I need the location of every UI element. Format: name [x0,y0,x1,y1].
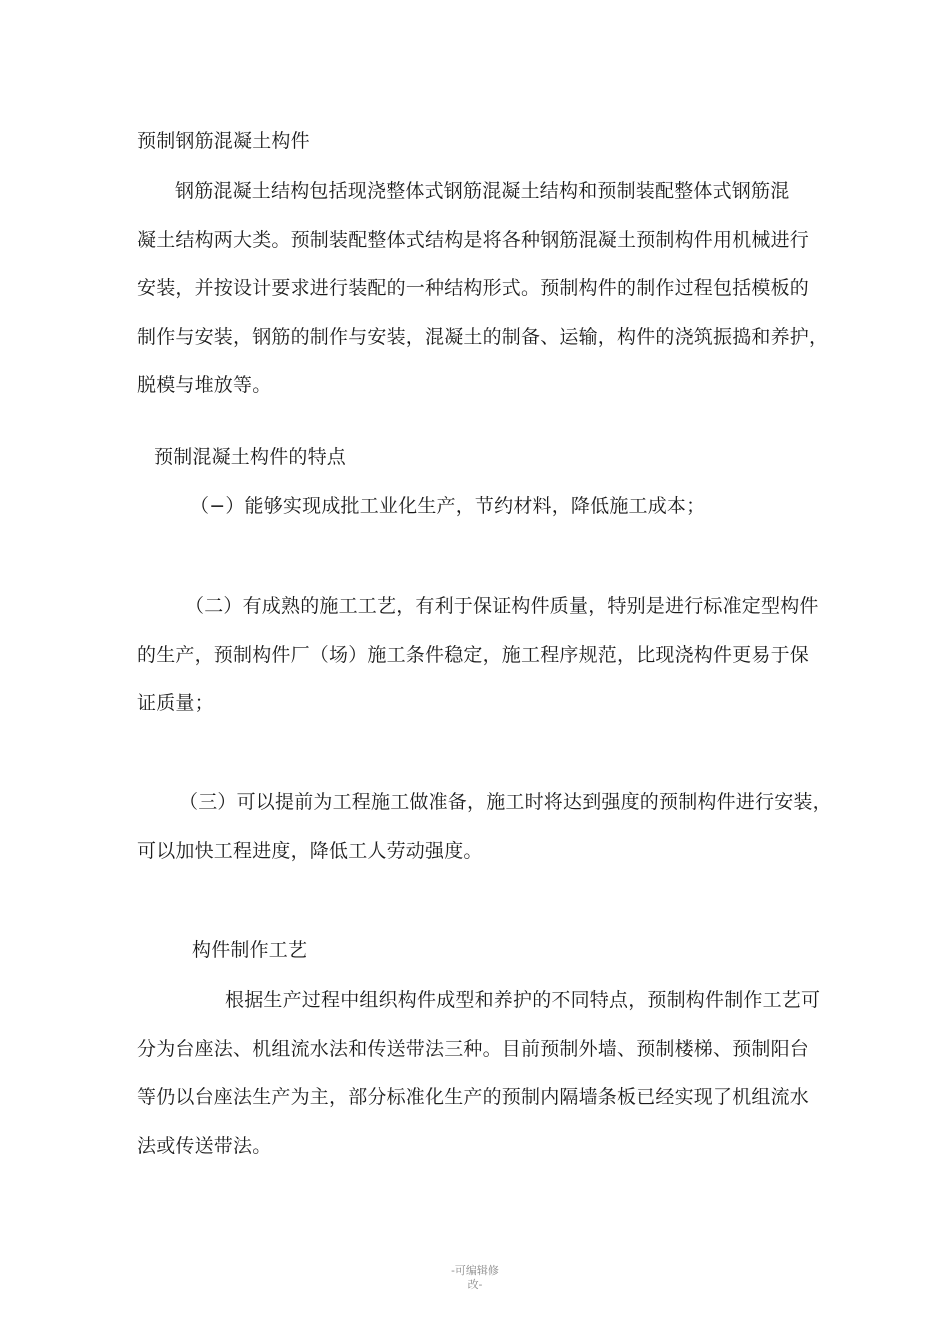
paragraph-line: 分为台座法、机组流水法和传送带法三种。目前预制外墙、预制楼梯、预制阳台 [137,1037,810,1060]
footer-line-1: -可编辑修 [451,1264,499,1277]
paragraph-line: 脱模与堆放等。 [137,374,272,396]
heading-precast-components: 预制钢筋混凝土构件 [137,130,310,152]
paragraph-line: （三）可以提前为工程施工做准备，施工时将达到强度的预制构件进行安装， [179,791,832,813]
heading-features: 预制混凝土构件的特点 [154,446,347,468]
feature-item-3 [137,790,832,887]
feature-item-2 [137,594,817,740]
heading-process: 构件制作工艺 [192,939,308,961]
page-footer [420,1264,530,1292]
paragraph-line: 制作与安装，钢筋的制作与安装，混凝土的制备、运输，构件的浇筑振捣和养护， [137,325,829,348]
paragraph-process [137,988,821,1182]
paragraph-line: 等仍以台座法生产为主，部分标准化生产的预制内隔墙条板已经实现了机组流水 [137,1086,810,1108]
paragraph-line: 证质量； [137,692,214,714]
paragraph-line: 法或传送带法。 [137,1134,272,1157]
paragraph-line: 安装，并按设计要求进行装配的一种结构形式。预制构件的制作过程包括模板的 [137,277,810,299]
footer-line-2: 改- [467,1278,483,1291]
paragraph-line: 钢筋混凝土结构包括现浇整体式钢筋混凝土结构和预制装配整体式钢筋混 [175,180,790,202]
paragraph-line: 根据生产过程中组织构件成型和养护的不同特点，预制构件制作工艺可 [225,989,821,1011]
feature-item-1: （−）能够实现成批工业化生产，节约材料，降低施工成本； [190,495,706,517]
paragraph-line: 的生产，预制构件厂（场）施工条件稳定，施工程序规范，比现浇构件更易于保 [137,643,810,666]
paragraph-intro [137,179,829,422]
paragraph-line: （二）有成熟的施工工艺，有利于保证构件质量，特别是进行标准定型构件 [185,595,819,617]
paragraph-line: 凝土结构两大类。预制装配整体式结构是将各种钢筋混凝土预制构件用机械进行 [137,228,810,251]
paragraph-line: 可以加快工程进度，降低工人劳动强度。 [137,839,483,862]
